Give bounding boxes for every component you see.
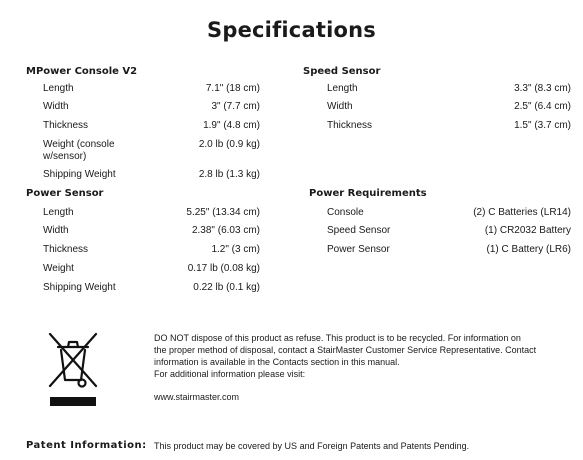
spec-label: Thickness: [43, 120, 89, 131]
patent-label: Patent Information:: [26, 440, 147, 451]
notice-line: For additional information please visit:: [154, 369, 306, 379]
spec-value: 2.8 lb (1.3 kg): [198, 169, 260, 180]
spec-label: Thickness: [43, 244, 89, 255]
spec-value: 3" (7.7 cm): [211, 101, 260, 112]
spec-value: 0.17 lb (0.08 kg): [187, 263, 260, 274]
spec-value: 5.25" (13.34 cm): [186, 207, 260, 218]
spec-value: 2.5" (6.4 cm): [514, 101, 571, 112]
spec-value: 1.2" (3 cm): [211, 244, 260, 255]
console-heading: MPower Console V2: [26, 66, 138, 77]
spec-label: Length: [327, 83, 358, 94]
spec-value: 2.38" (6.03 cm): [191, 225, 260, 236]
spec-label: Thickness: [327, 120, 373, 131]
page-title: Specifications: [207, 18, 376, 42]
spec-value: (1) C Battery (LR6): [486, 244, 571, 255]
spec-label: Width: [327, 101, 353, 112]
power-requirements-heading: Power Requirements: [309, 188, 427, 199]
spec-label: Length: [43, 83, 74, 94]
patent-text: This product may be covered by US and Foreign Patents and Patents Pending.: [154, 441, 470, 451]
spec-label: Power Sensor: [327, 244, 390, 255]
spec-label: Weight (console w/sensor): [43, 139, 115, 162]
notice-line: the proper method of disposal, contact a StairMaster Customer Service Representative. Contact: [154, 345, 537, 355]
spec-value: 3.3" (8.3 cm): [514, 83, 571, 94]
weee-crossed-bin-icon: [44, 328, 102, 410]
spec-label: Width: [43, 225, 69, 236]
website-link[interactable]: www.stairmaster.com: [154, 392, 240, 402]
disposal-notice: [154, 332, 564, 380]
notice-line: information is available in the Contacts section in this manual.: [154, 357, 400, 367]
spec-label: Shipping Weight: [43, 282, 116, 293]
spec-value: 2.0 lb (0.9 kg): [198, 139, 260, 150]
spec-label: Length: [43, 207, 74, 218]
spec-value: (2) C Batteries (LR14): [473, 207, 571, 218]
notice-line: DO NOT dispose of this product as refuse. This product is to be recycled. For information on: [154, 333, 521, 343]
console-row-weight: [43, 139, 260, 163]
spec-value: 1.5" (3.7 cm): [514, 120, 571, 131]
spec-label: Speed Sensor: [327, 225, 391, 236]
spec-value: 0.22 lb (0.1 kg): [193, 282, 260, 293]
speed-sensor-heading: Speed Sensor: [303, 66, 381, 77]
spec-label: Weight: [43, 263, 74, 274]
spec-label: Shipping Weight: [43, 169, 116, 180]
spec-label: Width: [43, 101, 69, 112]
power-sensor-heading: Power Sensor: [26, 188, 104, 199]
spec-value: 1.9" (4.8 cm): [203, 120, 260, 131]
spec-label: Console: [327, 207, 364, 218]
spec-value: (1) CR2032 Battery: [484, 225, 571, 236]
spec-value: 7.1" (18 cm): [205, 83, 260, 94]
